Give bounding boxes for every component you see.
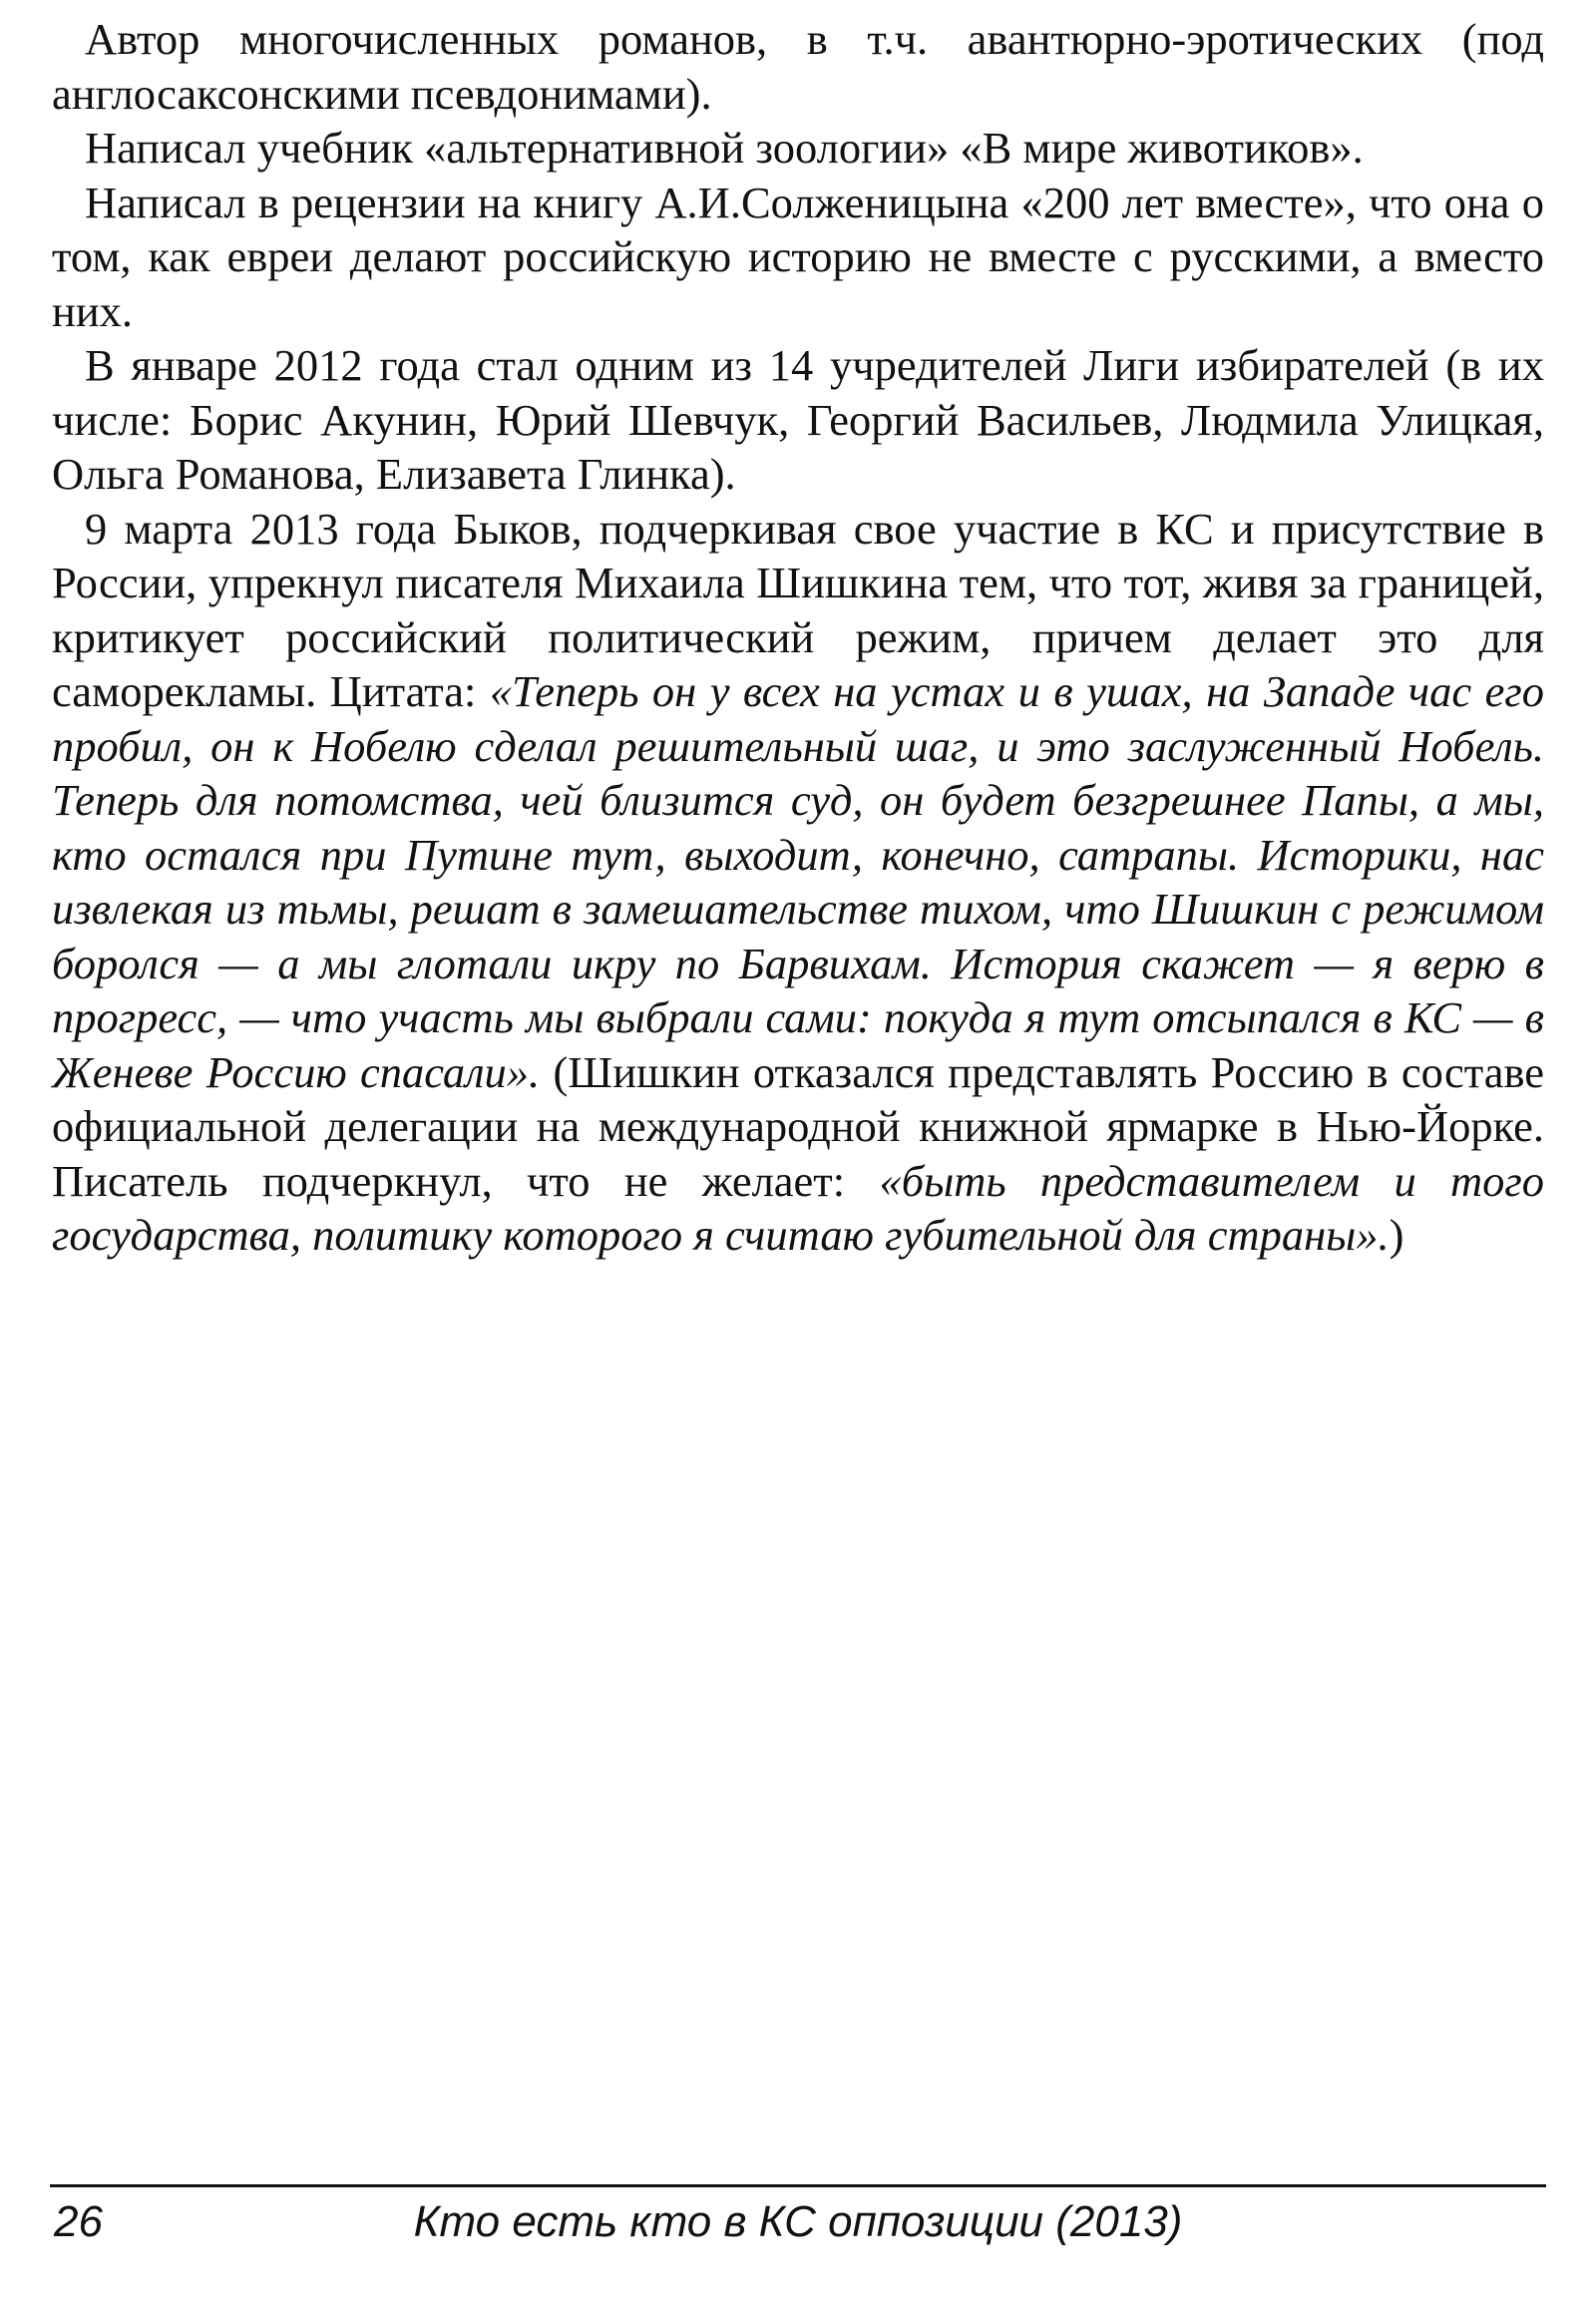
paragraph-author-novels: Автор многочисленных романов, в т.ч. авантюрно-эротических (под англосаксонскими псевдонимами). — [52, 14, 1544, 119]
paragraph-shishkin-quote — [52, 502, 1544, 1263]
page-body — [52, 12, 1544, 1263]
paragraph-zoology-textbook: Написал учебник «альтернативной зоологии» «В мире животиков». — [85, 123, 1364, 173]
shishkin-closing-paren: ) — [1389, 1210, 1404, 1260]
book-title: Кто есть кто в КС оппозиции (2013) — [413, 2197, 1183, 2246]
paragraph-voters-league: В январе 2012 года стал одним из 14 учредителей Лиги избирателей (в их числе: Борис Акунин, Юрий Шевчук, Георгий Васильев, Людмила Улицкая, Ольга Романова, Елизавета Глинка). — [52, 340, 1544, 499]
footer-divider — [50, 2184, 1546, 2187]
shishkin-middle-text: (Шишкин отказался представлять Россию в составе официальной делегации на международной книжной ярмарке в Нью-Йорке. Писатель подчеркнул, что не желает: — [52, 1046, 1544, 1206]
page-footer — [50, 2190, 1546, 2260]
paragraph-solzhenitsyn-review: Написал в рецензии на книгу А.И.Солженицына «200 лет вместе», что она о том, как евреи делают российскую историю не вместе с русскими, а вместо них. — [52, 177, 1544, 336]
page-number: 26 — [54, 2197, 103, 2246]
shishkin-statement-quote: «быть представителем и того государства, политику которого я считаю губительной для страны». — [52, 1155, 1544, 1260]
bykov-poem-quote: «Теперь он у всех на устах и в ушах, на Западе час его пробил, он к Нобелю сделал решительный шаг, и это заслуженный Нобель. Теперь для потомства, чей близится суд, он будет безгрешнее Папы, а мы, кто остался при Путине тут, выходит, конечно, сатрапы. Историки, нас извлекая из тьмы, решат в замешательстве тихом, что Шишкин с режимом боролся — а мы глотали икру по Барвихам. История скажет — я верю в прогресс, — что участь мы выбрали сами: покуда я тут отсыпался в КС — в Женеве Россию спасали». — [52, 666, 1544, 1097]
shishkin-intro-text: 9 марта 2013 года Быков, подчеркивая свое участие в КС и присутствие в России, упрекнул писателя Михаила Шишкина тем, что тот, живя за границей, критикует российский политический режим, причем делает это для саморекламы. Цитата: — [52, 503, 1544, 716]
